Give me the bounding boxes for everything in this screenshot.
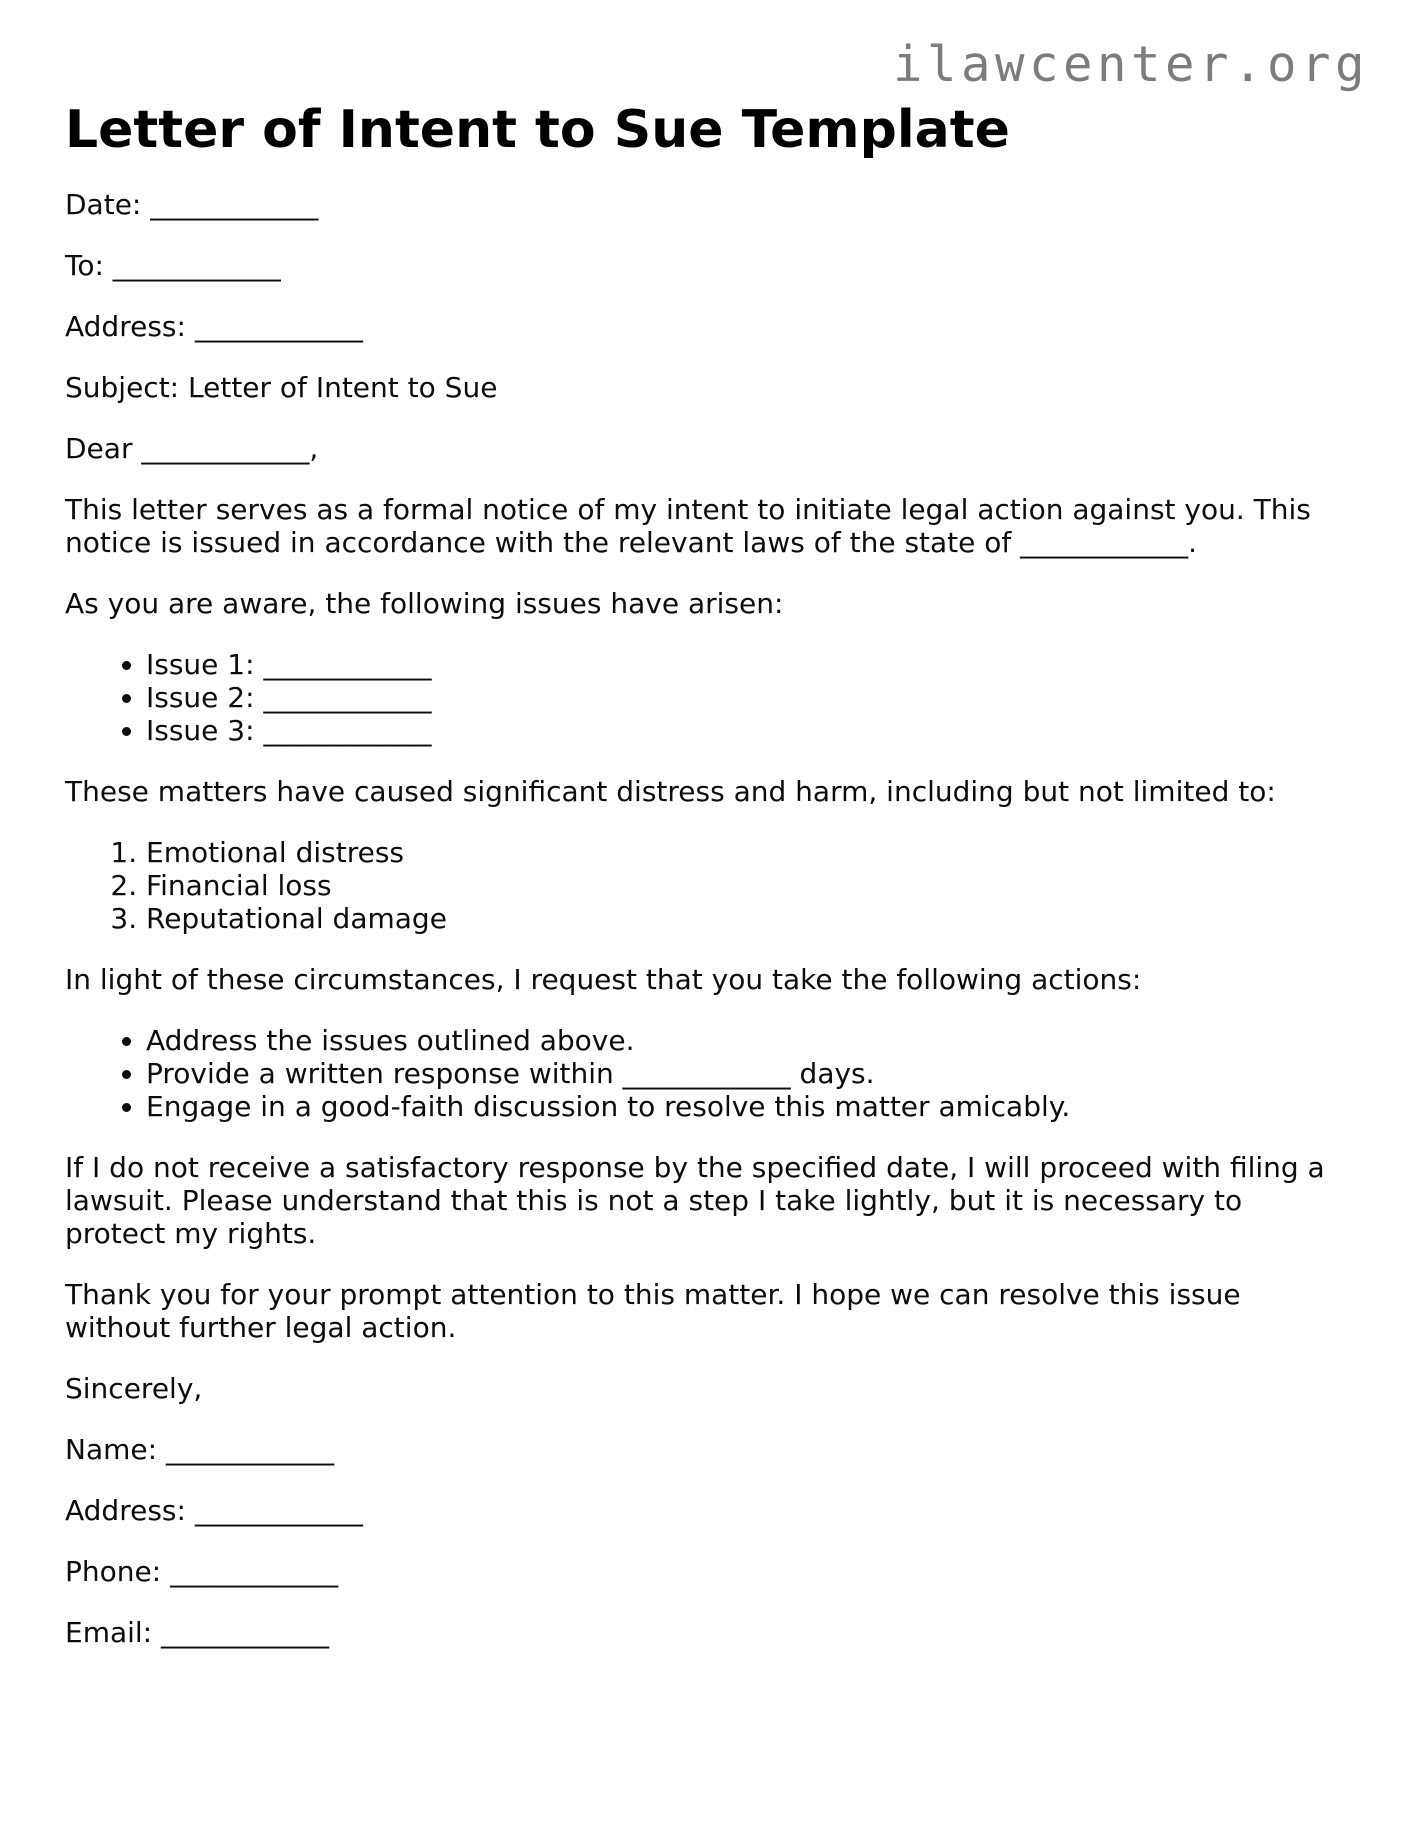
action-item-1: • Address the issues outlined above. bbox=[146, 1024, 1337, 1057]
deadline-paragraph: If I do not receive a satisfactory response by the specified date, I will proceed with filing a lawsuit. Please understand that this is not a step I take lightly, but it is necessary to protect my rights. bbox=[65, 1150, 1325, 1250]
issue-item-2: • Issue 2: ____________ bbox=[146, 681, 1337, 714]
closing-line: Sincerely, bbox=[65, 1371, 203, 1405]
actions-lead-paragraph: In light of these circumstances, I request that you take the following actions: bbox=[65, 962, 1142, 996]
harm-item-2: 2. Financial loss bbox=[146, 869, 1337, 902]
action-item-3: • Engage in a good-faith discussion to resolve this matter amicably. bbox=[146, 1090, 1337, 1123]
intro-paragraph: This letter serves as a formal notice of my intent to initiate legal action against you. This notice is issued in accordance with the relevant laws of the state of ____________. bbox=[65, 492, 1311, 559]
harms-lead-paragraph: These matters have caused significant distress and harm, including but not limited to: bbox=[65, 774, 1276, 808]
actions-list bbox=[65, 1024, 1337, 1123]
issues-lead-paragraph: As you are aware, the following issues have arisen: bbox=[65, 586, 784, 620]
issue-item-1: • Issue 1: ____________ bbox=[146, 648, 1337, 681]
subject-line: Subject: Letter of Intent to Sue bbox=[65, 370, 498, 404]
issues-list bbox=[65, 648, 1337, 747]
letter-body bbox=[65, 188, 1337, 1649]
page-title: Letter of Intent to Sue Template bbox=[65, 99, 1010, 160]
salutation-line: Dear ____________, bbox=[65, 431, 319, 465]
harm-item-1: 1. Emotional distress bbox=[146, 836, 1337, 869]
harms-list bbox=[65, 836, 1337, 935]
to-line: To: ____________ bbox=[65, 248, 281, 282]
issue-item-3: • Issue 3: ____________ bbox=[146, 714, 1337, 747]
signature-email-line: Email: ____________ bbox=[65, 1615, 330, 1649]
thanks-paragraph: Thank you for your prompt attention to this matter. I hope we can resolve this issue without further legal action. bbox=[65, 1277, 1241, 1344]
recipient-address-line: Address: ____________ bbox=[65, 309, 363, 343]
action-item-2: • Provide a written response within ____________ days. bbox=[146, 1057, 1337, 1090]
signature-phone-line: Phone: ____________ bbox=[65, 1554, 339, 1588]
site-logo: ilawcenter.org bbox=[892, 36, 1369, 93]
signature-name-line: Name: ____________ bbox=[65, 1432, 334, 1466]
harm-item-3: 3. Reputational damage bbox=[146, 902, 1337, 935]
date-line: Date: ____________ bbox=[65, 187, 319, 221]
signature-address-line: Address: ____________ bbox=[65, 1493, 363, 1527]
